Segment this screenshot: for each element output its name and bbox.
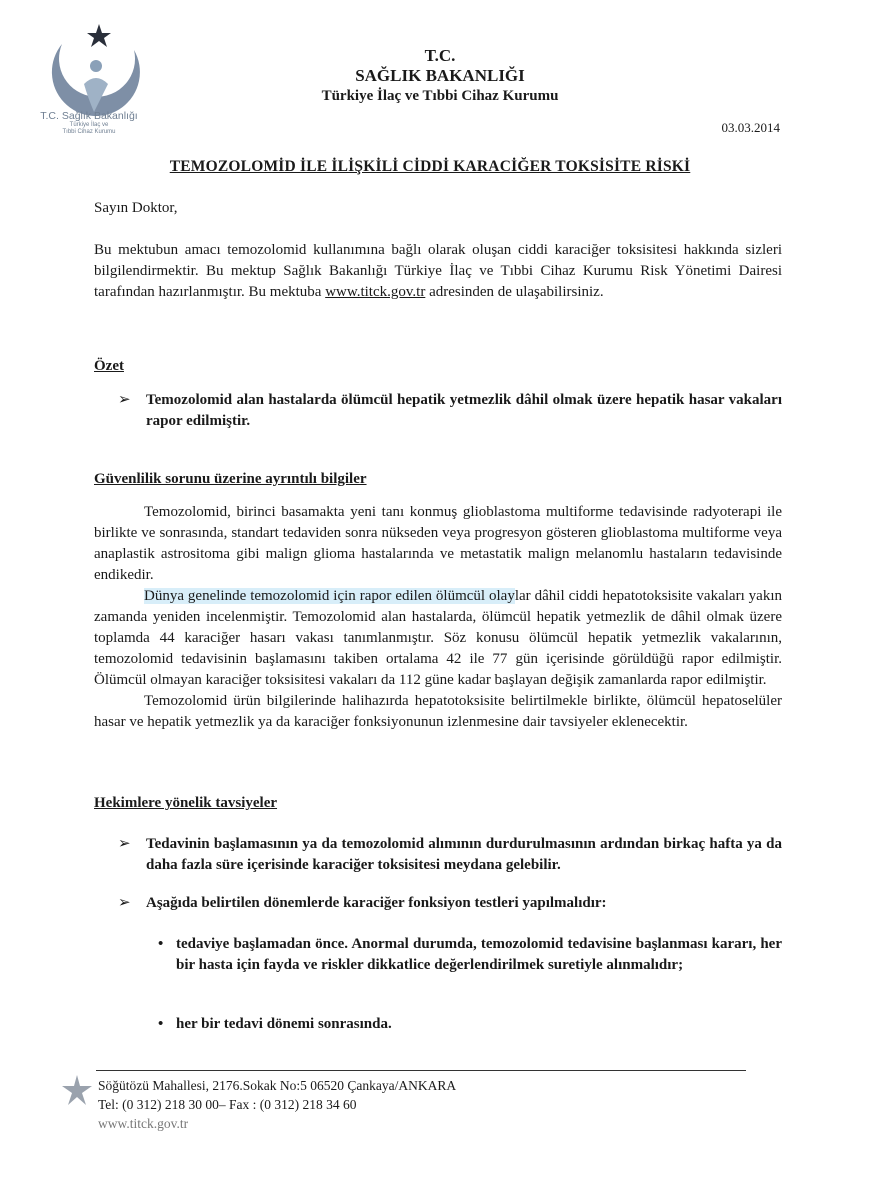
bullet-dot-icon: • <box>158 936 164 952</box>
footer-divider <box>96 1070 746 1071</box>
recommendation-item-1 <box>118 834 782 876</box>
header-line1: T.C. <box>424 46 456 65</box>
star-emblem-icon <box>60 1074 94 1108</box>
website-link[interactable]: www.titck.gov.tr <box>325 284 426 300</box>
intro-text-2: adresinden de ulaşabilirsiniz. <box>425 284 604 300</box>
salutation <box>94 198 782 219</box>
header-line3: Türkiye İlaç ve Tıbbi Cihaz Kurumu <box>321 88 559 104</box>
arrow-bullet-icon: ➢ <box>118 895 131 911</box>
salutation-text: Sayın Doktor, <box>94 200 178 216</box>
footer-contact <box>98 1076 456 1133</box>
footer-address: Söğütözü Mahallesi, 2176.Sokak No:5 06520 Çankaya/ANKARA <box>98 1078 457 1093</box>
intro-paragraph <box>94 240 782 303</box>
highlighted-text: Dünya genelinde temozolomid için rapor edilen ölümcül olay <box>144 588 515 604</box>
recommendation-bullet-2 <box>158 1014 782 1035</box>
safety-heading: Güvenlilik sorunu üzerine ayrıntılı bilgiler <box>94 471 367 487</box>
logo-sub2: Tıbbi Cihaz Kurumu <box>62 129 116 135</box>
safety-section <box>94 502 782 733</box>
recommendation-bullet-1 <box>158 934 782 976</box>
safety-paragraph-3: Temozolomid ürün bilgilerinde halihazırda hepatotoksisite belirtilmekle birlikte, ölümcül hepatoselüler hasar ve hepatik yetmezlik ya da karaciğer fonksiyonunun izlenmesine dair tavsiyeler eklenecektir. <box>94 693 782 730</box>
letter-date: 03.03.2014 <box>721 120 780 135</box>
safety-paragraph-2-rest: lar dâhil ciddi hepatotoksisite vakaları yakın zamanda yeniden incelenmiştir. Temozolomid alan hastalarda, ölümcül hepatik yetmezlik de dâhil olmak üzere toplamda 44 karaciğer hasarı vakası tanımlanmıştır. Söz konusu ölümcül hepatik yetmezlik vakalarının, temozolomid tedavisinin başlamasını takiben ortalama 42 ile 77 gün içerisinde görüldüğü rapor edilmiştir. Ölümcül olmayan karaciğer toksisitesi vakaları da 112 güne kadar başlayan değişik zamanlarda rapor edilmiştir. <box>94 588 783 688</box>
intro-text-1: Bu mektubun amacı temozolomid kullanımına bağlı olarak oluşan ciddi karaciğer toksisitesi hakkında sizleri bilgilendirmektir. Bu mektup Sağlık Bakanlığı Türkiye İlaç ve Tıbbi Cihaz Kurumu Risk Yönetimi Dairesi tarafından hazırlanmıştır. Bu mektuba <box>94 242 782 300</box>
summary-heading: Özet <box>94 358 124 374</box>
document-title: TEMOZOLOMİD İLE İLİŞKİLİ CİDDİ KARACİĞER TOKSİSİTE RİSKİ <box>169 158 691 175</box>
recommendations-heading: Hekimlere yönelik tavsiyeler <box>94 795 278 811</box>
recommendation-item-2-text: Aşağıda belirtilen dönemlerde karaciğer fonksiyon testleri yapılmalıdır: <box>146 895 607 911</box>
safety-paragraph-2 <box>94 586 782 691</box>
safety-paragraph-1: Temozolomid, birinci basamakta yeni tanı konmuş glioblastoma multiforme tedavisinde radyoterapi ile birlikte ve sonrasında, standart tedaviden sonra nükseden veya progresyon gösteren glioblastoma multiforme veya anaplastik astrositoma gibi malign glioma hastalarında ve metastatik malign melanomlu hastaların tedavisinde endikedir. <box>94 504 782 583</box>
arrow-bullet-icon: ➢ <box>118 836 131 852</box>
logo-caption <box>24 110 154 136</box>
logo-sub1: Türkiye İlaç ve <box>69 122 109 128</box>
arrow-bullet-icon: ➢ <box>118 392 131 408</box>
footer-website[interactable]: www.titck.gov.tr <box>98 1116 189 1131</box>
recommendation-item-2 <box>118 893 782 914</box>
recommendation-bullet-2-text: her bir tedavi dönemi sonrasında. <box>176 1016 392 1032</box>
recommendation-bullet-1-text: tedaviye başlamadan önce. Anormal durumda, temozolomid tedavisine başlanması kararı, her bir hasta için fayda ve riskler dikkatlice değerlendirilmek suretiyle alınmalıdır; <box>176 936 782 973</box>
recommendation-item-1-text: Tedavinin başlamasının ya da temozolomid alımının durdurulmasının ardından birkaç hafta ya da daha fazla süre içerisinde karaciğer toksisitesi meydana gelebilir. <box>146 836 782 873</box>
bullet-dot-icon: • <box>158 1016 164 1032</box>
summary-item <box>118 390 782 432</box>
letterhead <box>260 46 620 106</box>
summary-item-text: Temozolomid alan hastalarda ölümcül hepatik yetmezlik dâhil olmak üzere hepatik hasar vakaları rapor edilmiştir. <box>146 392 782 429</box>
logo-name: T.C. Sağlık Bakanlığı <box>40 110 138 122</box>
header-line2: SAĞLIK BAKANLIĞI <box>355 66 525 85</box>
footer-phone: Tel: (0 312) 218 30 00– Fax : (0 312) 218 34 60 <box>98 1097 357 1112</box>
